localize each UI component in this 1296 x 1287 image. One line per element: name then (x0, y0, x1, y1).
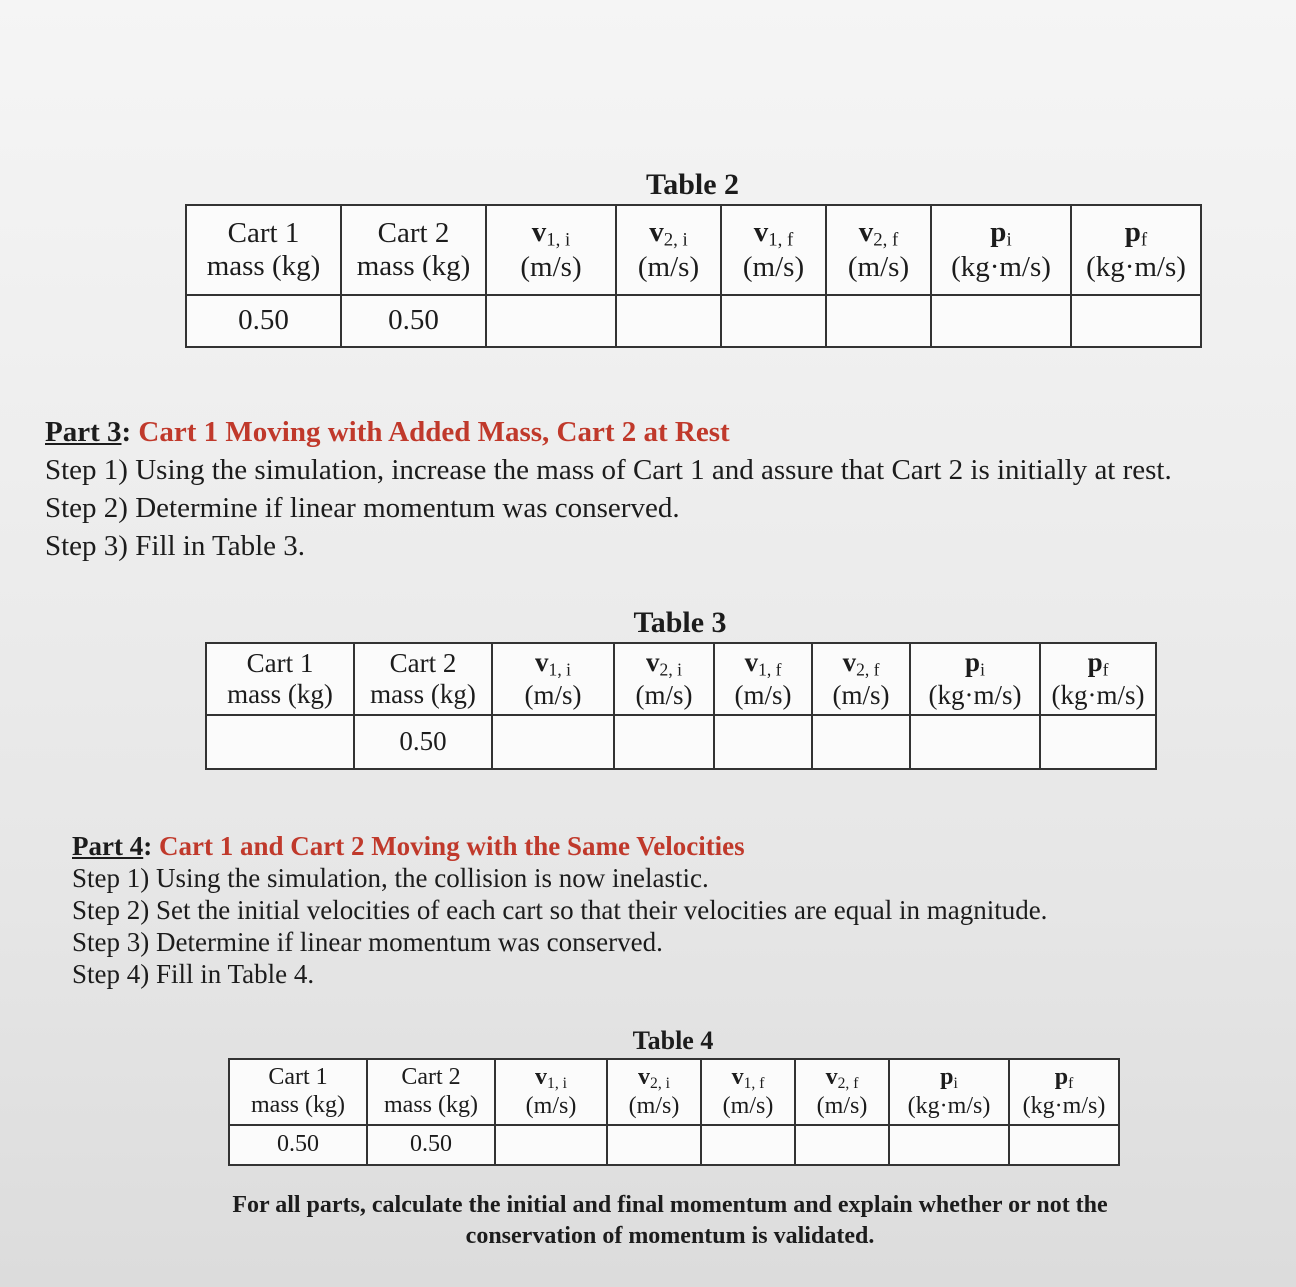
header-line: Cart 2 (401, 1064, 461, 1091)
header-line: Cart 2 (389, 647, 457, 678)
cell-v1i[interactable] (495, 1125, 607, 1165)
subscript: f (1068, 1074, 1074, 1092)
header-cart1-mass (186, 205, 341, 295)
symbol: p (990, 215, 1007, 248)
table-2-block (185, 168, 1200, 348)
header-line: mass (kg) (227, 679, 333, 709)
subscript: 2, f (856, 659, 880, 680)
cell-v2i[interactable] (616, 295, 721, 347)
colon: : (143, 831, 153, 861)
table-row (186, 295, 1201, 347)
header-v2i (607, 1059, 701, 1125)
symbol: v (744, 647, 759, 678)
part-4-step-3: Step 3) Determine if linear momentum was conserved. (72, 927, 663, 957)
unit: (kg·m/s) (1022, 1092, 1106, 1119)
symbol: v (753, 215, 769, 248)
header-pf (1071, 205, 1201, 295)
unit: (m/s) (722, 1092, 774, 1119)
cell-v1i[interactable] (486, 295, 616, 347)
unit: (m/s) (637, 251, 700, 283)
subscript: f (1140, 229, 1148, 251)
cell-v2f[interactable] (795, 1125, 889, 1165)
symbol: v (858, 215, 874, 248)
header-pf (1040, 643, 1156, 715)
cell-cart2-mass[interactable]: 0.50 (341, 295, 486, 347)
subscript: 1, f (768, 229, 794, 251)
cell-pf[interactable] (1040, 715, 1156, 769)
cell-pf[interactable] (1009, 1125, 1119, 1165)
table-3-block (205, 606, 1155, 770)
cell-pi[interactable] (931, 295, 1071, 347)
header-cart2-mass (341, 205, 486, 295)
subscript: 1, f (758, 659, 782, 680)
unit: (m/s) (816, 1092, 868, 1119)
part-4-label: Part 4 (72, 831, 144, 861)
subscript: 1, i (548, 659, 571, 680)
table-header-row (229, 1059, 1119, 1125)
table-3 (205, 642, 1157, 770)
footer-line-1: For all parts, calculate the initial and final momentum and explain whether or not the (232, 1192, 1108, 1218)
header-line: mass (kg) (356, 250, 471, 282)
cell-v1f[interactable] (701, 1125, 795, 1165)
cell-v1f[interactable] (721, 295, 826, 347)
header-line: Cart 1 (246, 647, 314, 678)
header-cart2-mass (367, 1059, 495, 1125)
part-3-section (45, 413, 1172, 565)
symbol: p (1054, 1063, 1069, 1090)
table-2-title: Table 2 (645, 168, 740, 201)
symbol: p (1124, 215, 1141, 248)
footer-instructions (140, 1190, 1200, 1252)
header-pi (889, 1059, 1009, 1125)
cell-cart1-mass[interactable] (206, 715, 354, 769)
subscript: i (953, 1074, 958, 1092)
cell-pi[interactable] (889, 1125, 1009, 1165)
unit: (m/s) (525, 1092, 577, 1119)
part-4-section (72, 830, 1047, 990)
table-4-title: Table 4 (632, 1026, 714, 1055)
cell-v2f[interactable] (812, 715, 910, 769)
footer-line-2: conservation of momentum is validated. (465, 1223, 875, 1250)
unit: (m/s) (847, 251, 910, 283)
cell-v2i[interactable] (607, 1125, 701, 1165)
symbol: v (535, 647, 549, 678)
header-cart1-mass (206, 643, 354, 715)
unit: (m/s) (628, 1092, 680, 1119)
symbol: v (825, 1063, 838, 1090)
header-line: Cart 1 (227, 216, 300, 249)
cell-pi[interactable] (910, 715, 1040, 769)
part-4-step-2: Step 2) Set the initial velocities of each cart so that their velocities are equal in magnitude. (72, 895, 1048, 925)
unit: (m/s) (832, 679, 890, 710)
part-4-heading (72, 830, 1047, 862)
cell-cart1-mass[interactable]: 0.50 (229, 1125, 367, 1165)
cell-v2f[interactable] (826, 295, 931, 347)
part-3-label: Part 3 (45, 416, 122, 448)
part-3-heading (45, 413, 1172, 451)
cell-cart2-mass[interactable]: 0.50 (367, 1125, 495, 1165)
table-2 (185, 204, 1202, 348)
header-line: mass (kg) (384, 1092, 478, 1118)
header-v1i (486, 205, 616, 295)
subscript: 2, f (873, 229, 899, 251)
colon: : (121, 416, 132, 448)
cell-pf[interactable] (1071, 295, 1201, 347)
subscript: 1, f (743, 1074, 765, 1092)
symbol: v (535, 1063, 548, 1090)
header-pi (910, 643, 1040, 715)
part-3-step-1: Step 1) Using the simulation, increase the mass of Cart 1 and assure that Cart 2 is initially at rest. (45, 454, 1172, 486)
table-row (229, 1125, 1119, 1165)
header-line: Cart 1 (268, 1064, 328, 1091)
unit: (kg·m/s) (907, 1092, 991, 1119)
part-3-title: Cart 1 Moving with Added Mass, Cart 2 at Rest (138, 416, 730, 448)
unit: (m/s) (520, 251, 582, 283)
header-line: mass (kg) (370, 679, 476, 709)
symbol: v (842, 647, 857, 678)
part-4-title: Cart 1 and Cart 2 Moving with the Same Velocities (158, 831, 745, 861)
part-4-step-4: Step 4) Fill in Table 4. (72, 959, 315, 989)
header-v1i (492, 643, 614, 715)
symbol: p (1087, 647, 1103, 678)
table-header-row (186, 205, 1201, 295)
subscript: 2, f (837, 1074, 859, 1092)
table-row (206, 715, 1156, 769)
header-cart1-mass (229, 1059, 367, 1125)
part-4-step-1: Step 1) Using the simulation, the collision is now inelastic. (72, 863, 709, 893)
header-pf (1009, 1059, 1119, 1125)
unit: (m/s) (734, 679, 792, 710)
header-v1i (495, 1059, 607, 1125)
subscript: i (1006, 229, 1012, 251)
header-line: mass (kg) (206, 250, 321, 282)
part-3-step-2: Step 2) Determine if linear momentum was conserved. (45, 492, 680, 524)
cell-v1i[interactable] (492, 715, 614, 769)
header-v2i (616, 205, 721, 295)
unit: (kg·m/s) (1051, 679, 1145, 710)
header-v2f (826, 205, 931, 295)
symbol: p (965, 647, 981, 678)
subscript: i (980, 659, 985, 680)
header-v2f (795, 1059, 889, 1125)
table-3-title: Table 3 (633, 606, 727, 639)
header-v1f (721, 205, 826, 295)
subscript: 2, i (659, 659, 682, 680)
symbol: v (731, 1063, 744, 1090)
table-4 (228, 1058, 1120, 1166)
subscript: 2, i (663, 229, 688, 251)
symbol: v (638, 1063, 651, 1090)
subscript: 2, i (650, 1074, 670, 1092)
symbol: p (940, 1063, 954, 1090)
cell-v2i[interactable] (614, 715, 714, 769)
symbol: v (531, 215, 547, 248)
table-4-block (228, 1026, 1118, 1166)
cell-cart1-mass[interactable]: 0.50 (186, 295, 341, 347)
unit: (kg·m/s) (951, 251, 1051, 283)
unit: (kg·m/s) (1086, 251, 1186, 283)
cell-cart2-mass[interactable]: 0.50 (354, 715, 492, 769)
unit: (m/s) (742, 251, 805, 283)
header-v2f (812, 643, 910, 715)
subscript: f (1102, 659, 1109, 680)
header-v1f (714, 643, 812, 715)
symbol: v (646, 647, 660, 678)
part-3-step-3: Step 3) Fill in Table 3. (45, 530, 306, 562)
header-line: mass (kg) (251, 1092, 345, 1118)
header-v2i (614, 643, 714, 715)
header-line: Cart 2 (377, 216, 450, 249)
header-pi (931, 205, 1071, 295)
header-cart2-mass (354, 643, 492, 715)
unit: (m/s) (524, 679, 582, 710)
header-v1f (701, 1059, 795, 1125)
subscript: 1, i (547, 1074, 567, 1092)
unit: (kg·m/s) (928, 679, 1022, 710)
unit: (m/s) (635, 679, 693, 710)
table-header-row (206, 643, 1156, 715)
cell-v1f[interactable] (714, 715, 812, 769)
symbol: v (649, 215, 664, 248)
subscript: 1, i (546, 229, 571, 251)
